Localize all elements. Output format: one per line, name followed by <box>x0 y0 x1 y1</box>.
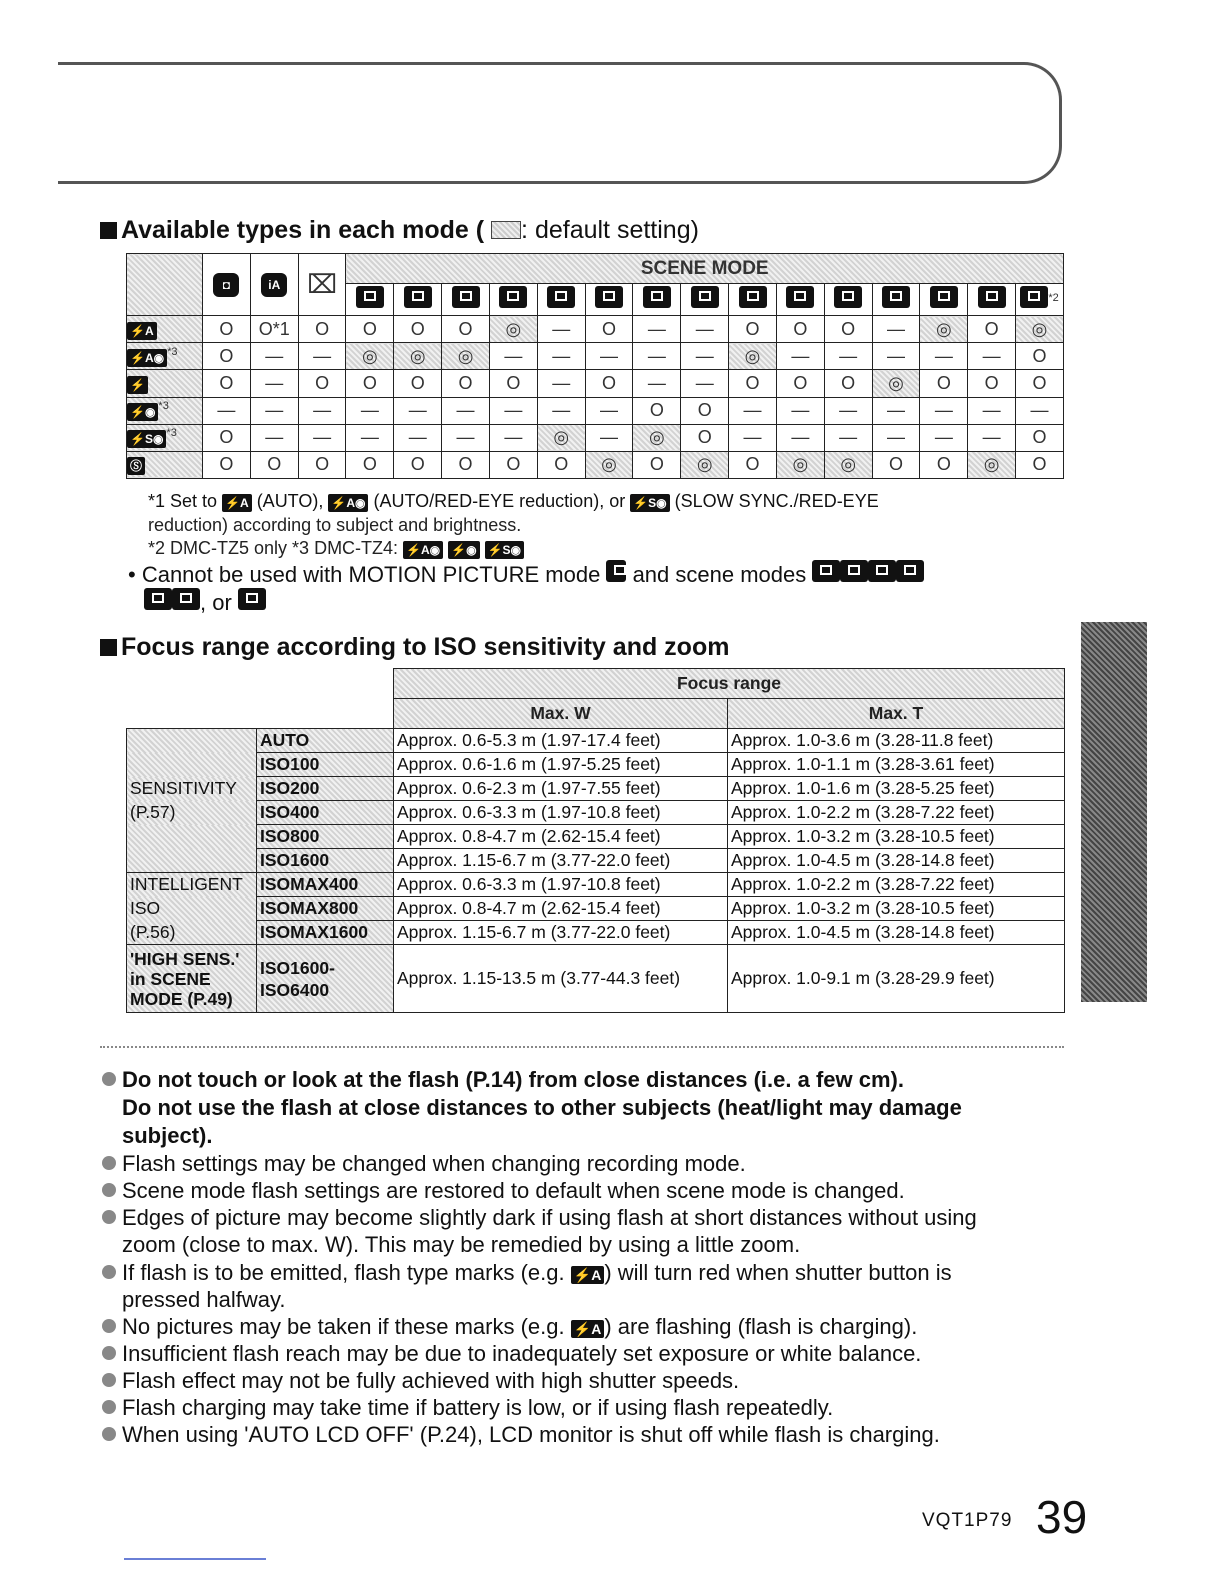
max-w-value: Approx. 0.6-3.3 m (1.97-10.8 feet) <box>394 801 728 825</box>
availability-cell: O <box>489 451 537 478</box>
availability-cell: — <box>537 343 585 370</box>
flash-auto-icon: ⚡A <box>571 1266 605 1284</box>
bullet-icon <box>102 1265 116 1279</box>
scene-mode-icon <box>824 284 872 316</box>
table-row <box>127 825 1065 849</box>
camera-icon: ◘ <box>203 254 251 316</box>
footnote-1-cont: reduction) according to subject and brightness. <box>148 515 522 535</box>
group-label: ISO <box>127 897 257 921</box>
availability-cell: ◎ <box>776 451 824 478</box>
section-title-focus-range: Focus range according to ISO sensitivity and zoom <box>100 633 729 662</box>
availability-cell: — <box>537 316 585 343</box>
bullet-icon <box>102 1210 116 1224</box>
scene-mode-icon <box>1020 286 1048 308</box>
availability-cell: O <box>824 370 872 397</box>
cannot-use-note: • Cannot be used with MOTION PICTURE mode and scene modes <box>128 560 924 588</box>
group-label: (P.56) <box>127 921 257 945</box>
table-row <box>127 729 1065 753</box>
availability-cell: O <box>298 316 346 343</box>
warning-1: Flash settings may be changed when changing recording mode. <box>102 1150 1102 1178</box>
group-label: SENSITIVITY <box>127 777 257 801</box>
availability-cell: ◎ <box>729 343 777 370</box>
high-sens-iso: ISO1600- ISO6400 <box>257 945 394 1013</box>
availability-cell: — <box>489 343 537 370</box>
availability-cell: — <box>633 370 681 397</box>
availability-cell: ◎ <box>442 343 490 370</box>
availability-cell: — <box>250 370 298 397</box>
availability-cell: O <box>920 370 968 397</box>
availability-cell: — <box>681 316 729 343</box>
scene-mode-icon <box>968 284 1016 316</box>
availability-cell: — <box>346 424 394 451</box>
warning-bold-2: Do not use the flash at close distances to other subjects (heat/light may damage <box>122 1095 962 1120</box>
high-sens-group: 'HIGH SENS.' in SCENE MODE (P.49) <box>127 945 257 1013</box>
max-w-value: Approx. 0.6-5.3 m (1.97-17.4 feet) <box>394 729 728 753</box>
scene-mode-icon <box>394 284 442 316</box>
divider <box>100 1046 1064 1048</box>
availability-cell: — <box>776 424 824 451</box>
flash-auto-redeye-icon: ⚡A◉ <box>328 494 368 512</box>
scene-icon <box>144 588 172 610</box>
availability-cell: O <box>633 451 681 478</box>
availability-cell: O <box>681 424 729 451</box>
flash-auto-redeye-icon: ⚡A◉ <box>403 541 443 559</box>
availability-cell: ◎ <box>872 370 920 397</box>
table-row <box>127 753 1065 777</box>
group-label <box>127 849 257 873</box>
availability-cell: ◎ <box>585 451 633 478</box>
availability-cell: ◎ <box>920 316 968 343</box>
warning-bold-3: subject). <box>122 1123 213 1148</box>
flash-redeye-icon: ⚡◉ <box>448 541 479 559</box>
availability-cell: — <box>585 397 633 424</box>
max-t-header: Max. T <box>728 699 1065 729</box>
availability-cell: — <box>681 370 729 397</box>
warning-5: No pictures may be taken if these marks (e.g. ⚡A ) are flashing (flash is charging). <box>102 1313 1102 1341</box>
scene-mode-icon <box>643 286 671 308</box>
flash-auto-icon: ⚡A <box>222 494 252 512</box>
availability-cell: — <box>442 397 490 424</box>
max-t-value: Approx. 1.0-4.5 m (3.28-14.8 feet) <box>728 849 1065 873</box>
scene-mode-icon <box>739 286 767 308</box>
availability-cell: — <box>394 424 442 451</box>
focus-range-table <box>126 668 1065 1013</box>
availability-cell: — <box>920 343 968 370</box>
scene-mode-icon <box>776 284 824 316</box>
availability-cell: — <box>681 343 729 370</box>
availability-cell: O <box>203 370 251 397</box>
table-row <box>127 424 1064 451</box>
warning-6: Insufficient flash reach may be due to inadequately set exposure or white balance. <box>102 1340 1102 1368</box>
availability-cell: O <box>203 343 251 370</box>
availability-cell: — <box>203 397 251 424</box>
max-w-value: Approx. 1.15-6.7 m (3.77-22.0 feet) <box>394 921 728 945</box>
availability-cell: — <box>250 343 298 370</box>
scene-mode-icon <box>691 286 719 308</box>
availability-cell: — <box>585 343 633 370</box>
iso-label: ISO100 <box>257 753 394 777</box>
warning-9: When using 'AUTO LCD OFF' (P.24), LCD monitor is shut off while flash is charging. <box>102 1421 1102 1449</box>
availability-cell: — <box>872 343 920 370</box>
availability-cell: ◎ <box>346 343 394 370</box>
max-w-value: Approx. 0.8-4.7 m (2.62-15.4 feet) <box>394 825 728 849</box>
group-label: (P.57) <box>127 801 257 825</box>
availability-cell: O <box>394 451 442 478</box>
availability-cell: — <box>346 397 394 424</box>
availability-cell: O <box>394 370 442 397</box>
availability-cell: O <box>1016 370 1064 397</box>
warning-7: Flash effect may not be fully achieved with high shutter speeds. <box>102 1367 1102 1395</box>
bullet-icon <box>102 1373 116 1387</box>
max-t-value: Approx. 1.0-2.2 m (3.28-7.22 feet) <box>728 873 1065 897</box>
flash-type-label: ⚡◉ $^{*3}$ <box>127 397 203 424</box>
footnote-2-3: *2 DMC-TZ5 only *3 DMC-TZ4: ⚡A◉ ⚡◉ ⚡S◉ <box>148 537 524 560</box>
corner-cell <box>127 254 203 316</box>
availability-cell: O <box>1016 451 1064 478</box>
table-row <box>127 873 1065 897</box>
availability-cell: ◎ <box>968 451 1016 478</box>
flash-mode-table <box>126 253 1064 479</box>
scene-mode-icon <box>834 286 862 308</box>
flash-slow-redeye-icon: ⚡S◉ <box>485 541 524 559</box>
scene-mode-icon <box>930 286 958 308</box>
warning-4-cont: pressed halfway. <box>122 1287 286 1312</box>
scene-mode-icon <box>489 284 537 316</box>
iso-label: ISOMAX800 <box>257 897 394 921</box>
availability-cell: ◎ <box>681 451 729 478</box>
scene-mode-icon <box>978 286 1006 308</box>
warning-8: Flash charging may take time if battery is low, or if using flash repeatedly. <box>102 1394 1102 1422</box>
availability-cell: ◎ <box>633 424 681 451</box>
bullet-icon <box>102 1319 116 1333</box>
chapter-tab <box>1081 622 1147 1002</box>
warning-bold-1: Do not touch or look at the flash (P.14) from close distances (i.e. a few cm). <box>102 1066 1102 1094</box>
scene-mode-icon <box>681 284 729 316</box>
availability-cell: O <box>633 397 681 424</box>
availability-cell: — <box>489 397 537 424</box>
availability-cell: O <box>203 424 251 451</box>
iso-label: ISOMAX400 <box>257 873 394 897</box>
max-t-value: Approx. 1.0-2.2 m (3.28-7.22 feet) <box>728 801 1065 825</box>
iso-label: ISO1600 <box>257 849 394 873</box>
availability-cell: — <box>298 424 346 451</box>
availability-cell: O <box>203 451 251 478</box>
availability-cell: ◎ <box>1016 316 1064 343</box>
group-label <box>127 825 257 849</box>
page-number: 39 <box>1036 1491 1088 1543</box>
availability-cell: — <box>585 424 633 451</box>
section-title-available-types: Available types in each mode ( : default setting) <box>100 216 699 245</box>
availability-cell: — <box>872 397 920 424</box>
flash-type-label: ⚡A <box>127 316 203 343</box>
scene-mode-icon <box>729 284 777 316</box>
scene-icon <box>238 588 266 610</box>
warning-3: Edges of picture may become slightly dark if using flash at short distances without using <box>102 1204 1102 1232</box>
availability-cell: — <box>250 424 298 451</box>
warning-3-cont: zoom (close to max. W). This may be remedied by using a little zoom. <box>122 1232 801 1257</box>
table-row <box>127 451 1064 478</box>
scene-icon <box>172 588 200 610</box>
square-bullet-icon <box>100 639 117 656</box>
scene-mode-icon <box>356 286 384 308</box>
availability-cell: O <box>920 451 968 478</box>
availability-cell: O*1 <box>250 316 298 343</box>
availability-cell: — <box>729 424 777 451</box>
availability-cell: — <box>250 397 298 424</box>
availability-cell: O <box>1016 343 1064 370</box>
availability-cell: — <box>729 397 777 424</box>
flash-auto-icon: ⚡A <box>571 1320 605 1338</box>
availability-cell: O <box>298 451 346 478</box>
availability-cell: — <box>872 424 920 451</box>
default-setting-swatch <box>491 221 521 239</box>
header-banner <box>58 62 1062 184</box>
scene-mode-icon: *2 <box>1016 284 1064 316</box>
warning-2: Scene mode flash settings are restored to default when scene mode is changed. <box>102 1177 1102 1205</box>
availability-cell: O <box>585 316 633 343</box>
availability-cell: O <box>1016 424 1064 451</box>
availability-cell: O <box>489 370 537 397</box>
iso-label: ISO400 <box>257 801 394 825</box>
flash-type-label: Ⓢ <box>127 451 203 478</box>
bullet-icon <box>102 1346 116 1360</box>
availability-cell: ◎ <box>489 316 537 343</box>
footnote-1: *1 Set to ⚡A (AUTO), ⚡A◉ (AUTO/RED-EYE reduction), or ⚡S◉ (SLOW SYNC./RED-EYE <box>148 491 879 511</box>
max-t-value: Approx. 1.0-3.6 m (3.28-11.8 feet) <box>728 729 1065 753</box>
scene-mode-header: SCENE MODE <box>346 254 1064 284</box>
footer-line <box>124 1558 266 1560</box>
scene-mode-icon <box>786 286 814 308</box>
scene-icon <box>868 560 896 582</box>
availability-cell: O <box>968 370 1016 397</box>
availability-cell: — <box>537 397 585 424</box>
availability-cell: O <box>346 451 394 478</box>
scene-mode-icon <box>585 284 633 316</box>
high-sens-max-t: Approx. 1.0-9.1 m (3.28-29.9 feet) <box>728 945 1065 1013</box>
availability-cell: O <box>442 370 490 397</box>
availability-cell: — <box>920 424 968 451</box>
warning-4: If flash is to be emitted, flash type marks (e.g. ⚡A ) will turn red when shutter button is <box>102 1259 1102 1287</box>
group-label <box>127 729 257 753</box>
table-row <box>127 777 1065 801</box>
availability-cell: — <box>633 316 681 343</box>
model-code: VQT1P79 <box>922 1510 1013 1531</box>
scene-mode-icon <box>547 286 575 308</box>
flash-type-label: ⚡A◉ $^{*3}$ <box>127 343 203 370</box>
flash-type-label: ⚡ <box>127 370 203 397</box>
table-row <box>127 801 1065 825</box>
table-row <box>127 397 1064 424</box>
scene-mode-icon <box>452 286 480 308</box>
table-row <box>127 316 1064 343</box>
availability-cell: — <box>489 424 537 451</box>
availability-cell: O <box>442 316 490 343</box>
iso-label: ISOMAX1600 <box>257 921 394 945</box>
max-w-value: Approx. 1.15-6.7 m (3.77-22.0 feet) <box>394 849 728 873</box>
bullet-icon <box>102 1400 116 1414</box>
max-w-value: Approx. 0.6-3.3 m (1.97-10.8 feet) <box>394 873 728 897</box>
cannot-use-note-cont: , or <box>144 588 266 616</box>
availability-cell: — <box>298 397 346 424</box>
table-row <box>127 343 1064 370</box>
availability-cell: O <box>585 370 633 397</box>
iso-label: ISO800 <box>257 825 394 849</box>
scene-mode-icon <box>499 286 527 308</box>
bullet-icon <box>102 1072 116 1086</box>
availability-cell: — <box>633 343 681 370</box>
scene-icon <box>812 560 840 582</box>
group-label <box>127 753 257 777</box>
max-t-value: Approx. 1.0-4.5 m (3.28-14.8 feet) <box>728 921 1065 945</box>
availability-cell: — <box>537 370 585 397</box>
availability-cell: O <box>537 451 585 478</box>
availability-cell: — <box>442 424 490 451</box>
availability-cell: ◎ <box>824 451 872 478</box>
availability-cell: O <box>298 370 346 397</box>
scene-mode-icon <box>633 284 681 316</box>
availability-cell: — <box>968 343 1016 370</box>
bullet-icon <box>102 1427 116 1441</box>
availability-cell: — <box>776 397 824 424</box>
max-t-value: Approx. 1.0-1.6 m (3.28-5.25 feet) <box>728 777 1065 801</box>
group-label: INTELLIGENT <box>127 873 257 897</box>
focus-range-header: Focus range <box>394 669 1065 699</box>
max-t-value: Approx. 1.0-3.2 m (3.28-10.5 feet) <box>728 825 1065 849</box>
availability-cell: — <box>394 397 442 424</box>
scene-mode-icon <box>404 286 432 308</box>
scene-icon <box>896 560 924 582</box>
iso-label: ISO200 <box>257 777 394 801</box>
motion-picture-icon <box>606 560 626 582</box>
availability-cell: O <box>729 370 777 397</box>
availability-cell: O <box>776 370 824 397</box>
availability-cell: O <box>968 316 1016 343</box>
max-w-header: Max. W <box>394 699 728 729</box>
availability-cell: — <box>824 343 872 370</box>
availability-cell: O <box>824 316 872 343</box>
availability-cell: O <box>394 316 442 343</box>
clipboard-icon: ⌧ <box>298 254 346 316</box>
availability-cell: O <box>346 316 394 343</box>
availability-cell: O <box>442 451 490 478</box>
availability-cell: O <box>872 451 920 478</box>
availability-cell: — <box>920 397 968 424</box>
max-w-value: Approx. 0.6-1.6 m (1.97-5.25 feet) <box>394 753 728 777</box>
bullet-icon <box>102 1156 116 1170</box>
scene-mode-icon <box>537 284 585 316</box>
max-t-value: Approx. 1.0-3.2 m (3.28-10.5 feet) <box>728 897 1065 921</box>
table-row <box>127 897 1065 921</box>
availability-cell: O <box>681 397 729 424</box>
scene-mode-icon <box>882 286 910 308</box>
table-row <box>127 849 1065 873</box>
iso-label: AUTO <box>257 729 394 753</box>
square-bullet-icon <box>100 222 117 239</box>
table-row <box>127 370 1064 397</box>
scene-mode-icon <box>595 286 623 308</box>
availability-cell: ◎ <box>394 343 442 370</box>
availability-cell: — <box>298 343 346 370</box>
scene-mode-icon <box>346 284 394 316</box>
max-w-value: Approx. 0.8-4.7 m (2.62-15.4 feet) <box>394 897 728 921</box>
scene-icon <box>840 560 868 582</box>
availability-cell: O <box>729 316 777 343</box>
high-sens-max-w: Approx. 1.15-13.5 m (3.77-44.3 feet) <box>394 945 728 1013</box>
availability-cell: — <box>872 316 920 343</box>
availability-cell: — <box>968 397 1016 424</box>
availability-cell: O <box>729 451 777 478</box>
availability-cell: — <box>824 424 872 451</box>
availability-cell: O <box>346 370 394 397</box>
availability-cell: ◎ <box>537 424 585 451</box>
availability-cell: — <box>968 424 1016 451</box>
availability-cell: O <box>203 316 251 343</box>
flash-slow-redeye-icon: ⚡S◉ <box>630 494 669 512</box>
availability-cell: O <box>250 451 298 478</box>
scene-mode-icon <box>920 284 968 316</box>
bullet-icon <box>102 1183 116 1197</box>
intelligent-auto-icon: iA <box>250 254 298 316</box>
table-row <box>127 921 1065 945</box>
scene-mode-icon <box>442 284 490 316</box>
max-t-value: Approx. 1.0-1.1 m (3.28-3.61 feet) <box>728 753 1065 777</box>
flash-type-label: ⚡S◉ $^{*3}$ <box>127 424 203 451</box>
max-w-value: Approx. 0.6-2.3 m (1.97-7.55 feet) <box>394 777 728 801</box>
availability-cell: — <box>824 397 872 424</box>
availability-cell: — <box>1016 397 1064 424</box>
availability-cell: — <box>776 343 824 370</box>
scene-mode-icon <box>872 284 920 316</box>
availability-cell: O <box>776 316 824 343</box>
